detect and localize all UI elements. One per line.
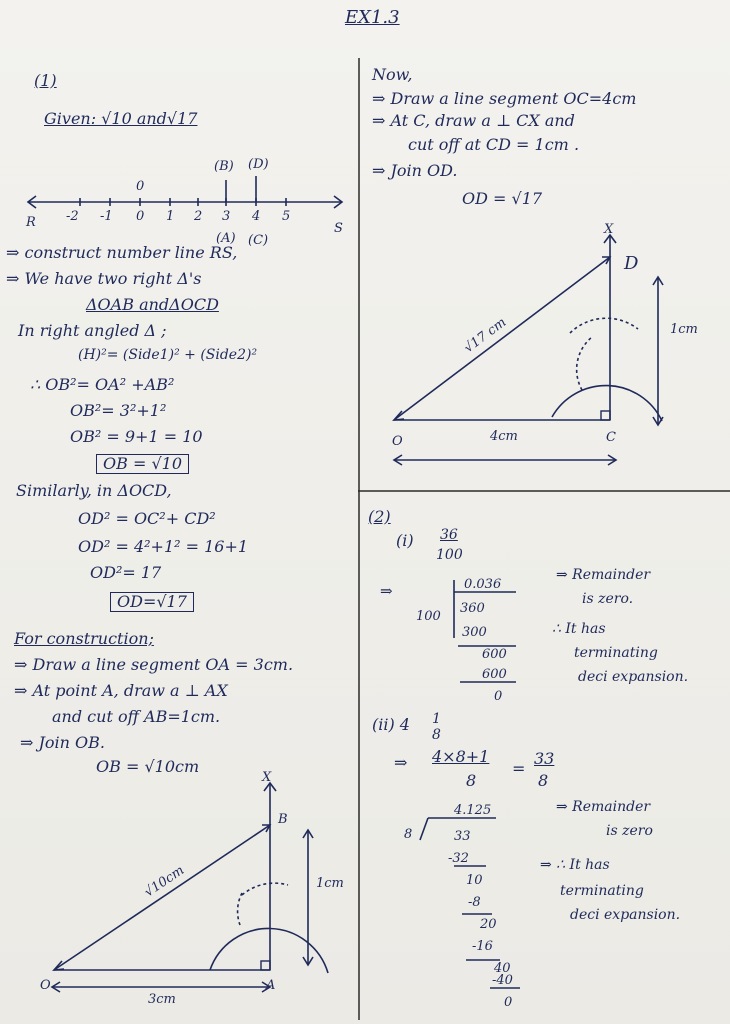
construction-step-4: ⇒ Join OB. <box>20 733 106 752</box>
div1-step-4: 600 <box>482 667 507 682</box>
ob-result-box: OB = √10 <box>96 454 189 474</box>
fig1-label-o: O <box>40 978 51 993</box>
p1-remark-2: is zero. <box>582 591 634 607</box>
div1-step-2: 300 <box>462 625 487 640</box>
div2-step-6: -16 <box>472 939 493 954</box>
q2-part1-label: (i) <box>396 531 414 550</box>
q2-part2-arrow: ⇒ <box>394 753 408 772</box>
div2-divisor: 8 <box>404 827 413 842</box>
div2-step-2: -32 <box>448 851 469 866</box>
triangles-names: ΔOAB andΔOCD <box>86 295 219 314</box>
fig1-label-a: A <box>266 978 276 993</box>
construction-step-2: ⇒ At point A, draw a ⊥ AX <box>14 681 228 700</box>
div2-step-8: -40 <box>492 973 513 988</box>
fig1-hyp: √10cm <box>141 863 188 901</box>
div1-divisor: 100 <box>416 609 441 624</box>
step-two-triangles: ⇒ We have two right Δ's <box>6 269 202 288</box>
q2-part2-frac-den: 8 <box>432 727 441 743</box>
div1-step-1: 360 <box>460 601 485 616</box>
p2-remark-4: terminating <box>560 883 644 899</box>
ob-eq-3: OB² = 9+1 = 10 <box>70 427 203 446</box>
p1-remark-5: deci expansion. <box>578 669 689 685</box>
q2-part1-num: 36 <box>440 527 458 543</box>
div1-step-5: 0 <box>494 689 503 704</box>
column-divider <box>358 58 360 1020</box>
p1-remark-1: ⇒ Remainder <box>556 567 651 583</box>
div2-step-4: -8 <box>468 895 481 910</box>
triangle-oab-figure <box>30 770 350 1020</box>
division-1 <box>376 572 556 707</box>
nl-origin-top: 0 <box>136 179 145 194</box>
div2-step-1: 33 <box>454 829 471 844</box>
p2-remark-5: deci expansion. <box>570 907 681 923</box>
fig2-label-x: X <box>604 222 614 237</box>
pythagoras-formula: (H)²= (Side1)² + (Side2)² <box>78 347 258 363</box>
fig2-side: 1cm <box>670 322 698 337</box>
ob-eq-1: ∴ OB²= OA² +AB² <box>30 375 175 394</box>
right-step-3: cut off at CD = 1cm . <box>408 135 580 154</box>
fig2-label-o: O <box>392 434 403 449</box>
od-eq-3: OD²= 17 <box>90 563 162 582</box>
fig1-label-b: B <box>278 812 288 827</box>
od-eq-1: OD² = OC²+ CD² <box>78 509 216 528</box>
fig1-label-x: X <box>262 770 272 785</box>
number-line <box>20 150 350 250</box>
right-now: Now, <box>372 65 413 84</box>
div1-step-3: 600 <box>482 647 507 662</box>
p1-remark-3: ∴ It has <box>552 621 606 637</box>
nl-tick-3: 3 <box>222 209 231 224</box>
right-step-2: ⇒ At C, draw a ⊥ CX and <box>372 111 575 130</box>
page-title: EX1.3 <box>345 7 400 28</box>
od-eq-2: OD² = 4²+1² = 16+1 <box>78 537 249 556</box>
q2-part2-label: (ii) 4 <box>372 715 410 734</box>
div1-arrow: ⇒ <box>380 582 393 600</box>
question-number: (1) <box>34 71 57 90</box>
ob-eq-2: OB²= 3²+1² <box>70 401 167 420</box>
p2-remark-1: ⇒ Remainder <box>556 799 651 815</box>
fig1-side: 1cm <box>316 876 344 891</box>
od-result-box: OD=√17 <box>110 592 194 612</box>
division-2 <box>396 796 536 1011</box>
nl-bot-c: (C) <box>248 233 269 248</box>
right-result: OD = √17 <box>462 189 543 208</box>
div2-step-3: 10 <box>466 873 483 888</box>
nl-tick-s: S <box>334 221 343 236</box>
construction-step-1: ⇒ Draw a line segment OA = 3cm. <box>14 655 294 674</box>
nl-tick-0: 0 <box>136 209 145 224</box>
fig2-label-c: C <box>606 430 616 445</box>
right-step-1: ⇒ Draw a line segment OC=4cm <box>372 89 637 108</box>
q2-part1-den: 100 <box>436 547 463 563</box>
q2-part2-res-den: 8 <box>538 771 549 790</box>
nl-tick-4: 4 <box>252 209 261 224</box>
q2-number: (2) <box>368 507 391 526</box>
div1-quotient: 0.036 <box>464 577 502 592</box>
nl-top-b: (B) <box>214 159 234 174</box>
nl-tick-m2: -2 <box>66 209 79 224</box>
fig2-hyp: √17 cm <box>461 314 510 357</box>
fig2-label-d: D <box>624 253 639 274</box>
triangle-ocd-figure <box>380 222 720 470</box>
right-step-4: ⇒ Join OD. <box>372 161 458 180</box>
nl-tick-m1: -1 <box>100 209 113 224</box>
p1-remark-4: terminating <box>574 645 658 661</box>
nl-tick-1: 1 <box>166 209 175 224</box>
given-statement: Given: √10 and√17 <box>44 109 198 128</box>
div2-step-9: 0 <box>504 995 513 1010</box>
q2-part2-res-num: 33 <box>534 749 555 768</box>
nl-tick-r: R <box>26 215 36 230</box>
fig2-base: 4cm <box>490 429 518 444</box>
construction-result: OB = √10cm <box>96 757 200 776</box>
p2-remark-2: is zero <box>606 823 653 839</box>
div2-quotient: 4.125 <box>454 803 492 818</box>
q2-part2-expr-num: 4×8+1 <box>432 747 490 766</box>
div2-step-7: 40 <box>494 961 511 976</box>
p2-remark-3: ⇒ ∴ It has <box>540 857 610 873</box>
nl-tick-5: 5 <box>282 209 291 224</box>
step-construct-line: ⇒ construct number line RS, <box>6 243 238 262</box>
q2-part2-expr-den: 8 <box>466 771 477 790</box>
construction-step-3: and cut off AB=1cm. <box>52 707 221 726</box>
section-divider <box>358 490 730 492</box>
q2-part2-eq: = <box>512 759 526 778</box>
similarly-line: Similarly, in ΔOCD, <box>16 481 172 500</box>
nl-tick-2: 2 <box>194 209 203 224</box>
right-angled-heading: In right angled Δ ; <box>18 321 167 340</box>
nl-top-d: (D) <box>248 157 269 172</box>
construction-heading: For construction; <box>14 629 154 648</box>
nl-bot-a: (A) <box>216 231 236 246</box>
q2-part2-frac-num: 1 <box>432 711 441 727</box>
fig1-base: 3cm <box>148 992 176 1007</box>
div2-step-5: 20 <box>480 917 497 932</box>
